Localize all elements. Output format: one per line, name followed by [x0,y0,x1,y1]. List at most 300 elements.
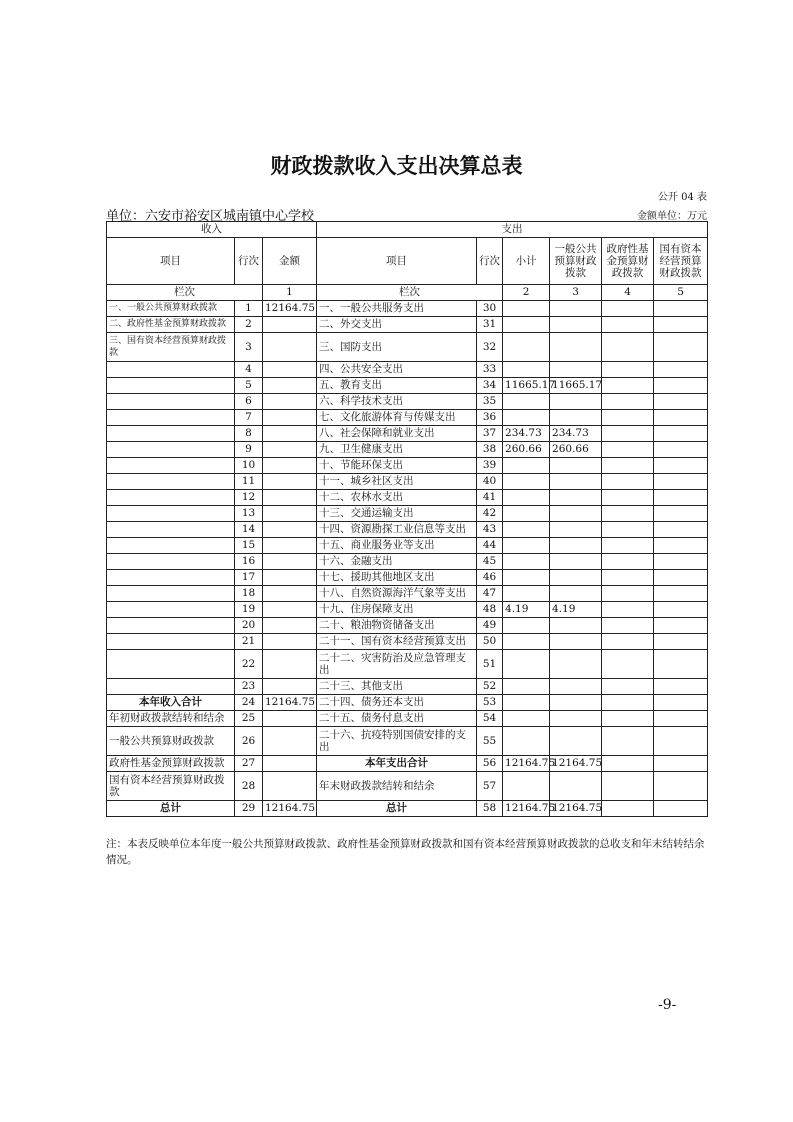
general-budget-cell: 260.66 [550,442,602,458]
table-row [107,378,708,394]
fund-budget-cell [602,586,654,602]
subtotal-cell: 12164.75 [503,756,550,772]
state-capital-cell [654,538,708,554]
income-amount [263,474,317,490]
subtotal-cell: 12164.75 [503,801,550,817]
expense-item: 五、教育支出 [317,378,477,394]
column-label-income: 栏次 [107,285,263,301]
subtotal-cell [503,650,550,679]
table-row [107,772,708,801]
fund-budget-cell [602,333,654,362]
general-budget-cell [550,772,602,801]
income-line: 23 [235,679,263,695]
fund-budget-cell [602,602,654,618]
state-capital-cell [654,458,708,474]
fund-budget-cell [602,711,654,727]
income-amount [263,522,317,538]
income-line: 8 [235,426,263,442]
state-capital-cell [654,378,708,394]
income-item [107,458,235,474]
fund-budget-cell [602,362,654,378]
income-line: 29 [235,801,263,817]
income-amount [263,618,317,634]
income-amount [263,554,317,570]
general-budget-cell [550,522,602,538]
state-capital-cell [654,602,708,618]
income-amount [263,586,317,602]
general-budget-cell: 11665.17 [550,378,602,394]
expense-line: 58 [477,801,503,817]
state-capital-cell [654,695,708,711]
expense-item: 年末财政拨款结转和结余 [317,772,477,801]
income-amount [263,570,317,586]
income-amount [263,394,317,410]
expense-item: 十六、金融支出 [317,554,477,570]
general-budget-cell [550,634,602,650]
table-row [107,695,708,711]
table-row [107,602,708,618]
subtotal-cell [503,522,550,538]
income-line: 6 [235,394,263,410]
income-item [107,650,235,679]
expense-item: 十四、资源勘探工业信息等支出 [317,522,477,538]
expense-line: 53 [477,695,503,711]
table-row [107,490,708,506]
income-amount [263,679,317,695]
expense-item: 十九、住房保障支出 [317,602,477,618]
income-amount: 12164.75 [263,801,317,817]
state-capital-cell [654,727,708,756]
income-amount [263,362,317,378]
income-line: 10 [235,458,263,474]
general-budget-cell [550,490,602,506]
state-capital-cell [654,586,708,602]
table-row [107,538,708,554]
fund-budget-cell [602,801,654,817]
expense-item: 二十四、债务还本支出 [317,695,477,711]
general-budget-cell [550,711,602,727]
form-number: 公开 04 表 [657,192,707,203]
income-amount [263,317,317,333]
subtotal-cell [503,554,550,570]
income-item [107,490,235,506]
income-item [107,618,235,634]
state-capital-cell [654,410,708,426]
column-number-1: 1 [263,285,317,301]
expense-item: 十八、自然资源海洋气象等支出 [317,586,477,602]
income-item [107,679,235,695]
general-budget-cell [550,458,602,474]
expense-line: 41 [477,490,503,506]
fund-budget-cell [602,650,654,679]
state-capital-cell [654,679,708,695]
fund-budget-cell [602,506,654,522]
expense-line: 32 [477,333,503,362]
table-row [107,442,708,458]
income-item [107,570,235,586]
subtotal-cell [503,458,550,474]
state-capital-cell [654,506,708,522]
table-row [107,711,708,727]
fund-budget-cell [602,679,654,695]
fund-budget-cell [602,378,654,394]
subtotal-cell: 260.66 [503,442,550,458]
general-budget-cell: 234.73 [550,426,602,442]
subtotal-cell [503,634,550,650]
expense-line: 55 [477,727,503,756]
general-budget-cell [550,394,602,410]
expense-line: 39 [477,458,503,474]
fund-budget-cell [602,695,654,711]
income-line: 13 [235,506,263,522]
expense-line: 43 [477,522,503,538]
table-row [107,554,708,570]
income-line: 4 [235,362,263,378]
income-item: 政府性基金预算财政拨款 [107,756,235,772]
expense-line: 54 [477,711,503,727]
fund-budget-cell [602,458,654,474]
table-row [107,801,708,817]
income-amount: 12164.75 [263,301,317,317]
income-item: 一、一般公共预算财政拨款 [107,301,235,317]
table-row [107,727,708,756]
subtotal-cell [503,586,550,602]
general-budget-cell [550,317,602,333]
state-capital-cell [654,554,708,570]
table-row [107,650,708,679]
expense-item: 二、外交支出 [317,317,477,333]
expense-item: 二十六、抗疫特别国债安排的支出 [317,727,477,756]
subtotal-cell [503,711,550,727]
fund-budget-cell [602,474,654,490]
table-row [107,362,708,378]
income-header: 收入 [107,222,317,238]
income-amount [263,756,317,772]
expense-item: 总计 [317,801,477,817]
expense-item: 三、国防支出 [317,333,477,362]
subtotal-header: 小计 [503,238,550,285]
income-line: 7 [235,410,263,426]
reporting-unit: 单位：六安市裕安区城南镇中心学校 [106,209,315,224]
subtotal-cell: 4.19 [503,602,550,618]
income-amount [263,378,317,394]
fund-budget-cell [602,394,654,410]
expense-item: 十五、商业服务业等支出 [317,538,477,554]
general-budget-cell [550,570,602,586]
expense-line: 56 [477,756,503,772]
general-budget-cell [550,618,602,634]
subtotal-cell [503,772,550,801]
expense-item: 十七、援助其他地区支出 [317,570,477,586]
income-amount [263,506,317,522]
fund-budget-cell [602,410,654,426]
income-item [107,426,235,442]
income-item [107,474,235,490]
subtotal-cell [503,538,550,554]
table-row [107,474,708,490]
column-number-5: 5 [654,285,708,301]
income-item [107,586,235,602]
subtotal-cell [503,333,550,362]
fund-budget-cell [602,490,654,506]
expense-item: 十、节能环保支出 [317,458,477,474]
expense-item: 六、科学技术支出 [317,394,477,410]
general-budget-cell [550,727,602,756]
income-line: 15 [235,538,263,554]
income-amount [263,727,317,756]
subtotal-cell [503,474,550,490]
income-amount [263,602,317,618]
state-capital-cell [654,362,708,378]
income-item: 一般公共预算财政拨款 [107,727,235,756]
table-row [107,756,708,772]
general-budget-header: 一般公共预算财政拨款 [550,238,602,285]
income-amount [263,490,317,506]
expense-item: 一、一般公共服务支出 [317,301,477,317]
income-line: 27 [235,756,263,772]
state-capital-cell [654,426,708,442]
income-item [107,506,235,522]
income-line: 11 [235,474,263,490]
subtotal-cell [503,679,550,695]
income-item [107,394,235,410]
general-budget-cell [550,333,602,362]
general-budget-cell [550,679,602,695]
expense-line: 36 [477,410,503,426]
income-item: 年初财政拨款结转和结余 [107,711,235,727]
table-row [107,570,708,586]
income-line: 14 [235,522,263,538]
table-row [107,458,708,474]
expense-line: 46 [477,570,503,586]
general-budget-cell: 12164.75 [550,756,602,772]
general-budget-cell [550,301,602,317]
income-amount [263,442,317,458]
general-budget-cell [550,650,602,679]
subtotal-cell: 234.73 [503,426,550,442]
income-line: 21 [235,634,263,650]
fund-budget-cell [602,522,654,538]
income-item [107,522,235,538]
state-capital-cell [654,772,708,801]
state-capital-cell [654,634,708,650]
fiscal-summary-table [106,221,708,817]
state-capital-cell [654,801,708,817]
expense-item: 二十二、灾害防治及应急管理支出 [317,650,477,679]
table-row [107,679,708,695]
expense-item: 十三、交通运输支出 [317,506,477,522]
income-line: 3 [235,333,263,362]
fund-budget-cell [602,727,654,756]
fund-budget-cell [602,317,654,333]
income-line: 20 [235,618,263,634]
expense-line: 33 [477,362,503,378]
expense-line-header: 行次 [477,238,503,285]
income-line: 9 [235,442,263,458]
subtotal-cell [503,410,550,426]
expense-item: 七、文化旅游体育与传媒支出 [317,410,477,426]
expense-item: 二十三、其他支出 [317,679,477,695]
income-line: 28 [235,772,263,801]
income-amount [263,410,317,426]
table-row [107,426,708,442]
fund-budget-cell [602,301,654,317]
subtotal-cell [503,317,550,333]
table-row [107,634,708,650]
state-capital-header: 国有资本经营预算财政拨款 [654,238,708,285]
general-budget-cell [550,554,602,570]
subtotal-cell [503,362,550,378]
page-title: 财政拨款收入支出决算总表 [270,154,523,178]
income-amount [263,458,317,474]
income-line: 25 [235,711,263,727]
fund-budget-cell [602,772,654,801]
income-line: 19 [235,602,263,618]
page-number: -9- [658,997,677,1013]
income-item: 国有资本经营预算财政拨款 [107,772,235,801]
expense-line: 35 [477,394,503,410]
expense-line: 31 [477,317,503,333]
income-line: 24 [235,695,263,711]
income-item: 总计 [107,801,235,817]
income-amount-header: 金额 [263,238,317,285]
subtotal-cell [503,301,550,317]
income-item [107,378,235,394]
expense-line: 37 [477,426,503,442]
income-line-header: 行次 [235,238,263,285]
income-item: 二、政府性基金预算财政拨款 [107,317,235,333]
subtotal-cell [503,727,550,756]
income-amount [263,772,317,801]
expense-item: 二十五、债务付息支出 [317,711,477,727]
table-row [107,522,708,538]
expense-line: 50 [477,634,503,650]
fund-budget-cell [602,426,654,442]
fund-budget-cell [602,618,654,634]
state-capital-cell [654,490,708,506]
subtotal-cell [503,570,550,586]
income-item: 本年收入合计 [107,695,235,711]
expense-line: 44 [477,538,503,554]
income-line: 17 [235,570,263,586]
table-row [107,506,708,522]
state-capital-cell [654,317,708,333]
state-capital-cell [654,442,708,458]
state-capital-cell [654,570,708,586]
state-capital-cell [654,474,708,490]
subtotal-cell [503,394,550,410]
table-row [107,586,708,602]
income-line: 2 [235,317,263,333]
fund-budget-cell [602,570,654,586]
fund-budget-cell [602,756,654,772]
income-item [107,538,235,554]
column-number-4: 4 [602,285,654,301]
income-amount [263,538,317,554]
income-amount [263,333,317,362]
amount-unit: 金额单位：万元 [637,211,707,222]
general-budget-cell: 12164.75 [550,801,602,817]
expense-line: 45 [477,554,503,570]
state-capital-cell [654,301,708,317]
income-line: 5 [235,378,263,394]
income-item [107,362,235,378]
income-amount [263,650,317,679]
expense-line: 34 [477,378,503,394]
table-row [107,618,708,634]
general-budget-cell [550,586,602,602]
fund-budget-cell [602,634,654,650]
expense-line: 48 [477,602,503,618]
expense-line: 30 [477,301,503,317]
expense-line: 47 [477,586,503,602]
state-capital-cell [654,756,708,772]
expense-line: 40 [477,474,503,490]
expense-item: 九、卫生健康支出 [317,442,477,458]
expense-item-header: 项目 [317,238,477,285]
expense-item: 本年支出合计 [317,756,477,772]
expense-item: 二十一、国有资本经营预算支出 [317,634,477,650]
expense-line: 57 [477,772,503,801]
column-label-expense: 栏次 [317,285,503,301]
income-line: 1 [235,301,263,317]
income-amount [263,634,317,650]
expense-item: 八、社会保障和就业支出 [317,426,477,442]
subtotal-cell [503,490,550,506]
income-line: 26 [235,727,263,756]
income-item: 三、国有资本经营预算财政拨款 [107,333,235,362]
income-item-header: 项目 [107,238,235,285]
income-amount: 12164.75 [263,695,317,711]
state-capital-cell [654,394,708,410]
state-capital-cell [654,618,708,634]
expense-item: 二十、粮油物资储备支出 [317,618,477,634]
expense-line: 38 [477,442,503,458]
income-item [107,554,235,570]
table-row [107,317,708,333]
income-line: 16 [235,554,263,570]
general-budget-cell [550,410,602,426]
income-amount [263,426,317,442]
income-line: 18 [235,586,263,602]
state-capital-cell [654,522,708,538]
table-row [107,410,708,426]
general-budget-cell [550,695,602,711]
table-row [107,394,708,410]
income-line: 22 [235,650,263,679]
expense-line: 49 [477,618,503,634]
fund-budget-header: 政府性基金预算财政拨款 [602,238,654,285]
expense-line: 42 [477,506,503,522]
expense-item: 十一、城乡社区支出 [317,474,477,490]
general-budget-cell: 4.19 [550,602,602,618]
state-capital-cell [654,711,708,727]
income-item [107,634,235,650]
general-budget-cell [550,362,602,378]
income-item [107,602,235,618]
subtotal-cell [503,618,550,634]
table-note: 注：本表反映单位本年度一般公共预算财政拨款、政府性基金预算财政拨款和国有资本经营预算财政拨款的总收支和年末结转结余情况。 [106,838,705,866]
table-row [107,333,708,362]
fund-budget-cell [602,442,654,458]
expense-header: 支出 [317,222,708,238]
subtotal-cell [503,695,550,711]
expense-line: 52 [477,679,503,695]
subtotal-cell [503,506,550,522]
expense-line: 51 [477,650,503,679]
income-item [107,410,235,426]
expense-item: 十二、农林水支出 [317,490,477,506]
